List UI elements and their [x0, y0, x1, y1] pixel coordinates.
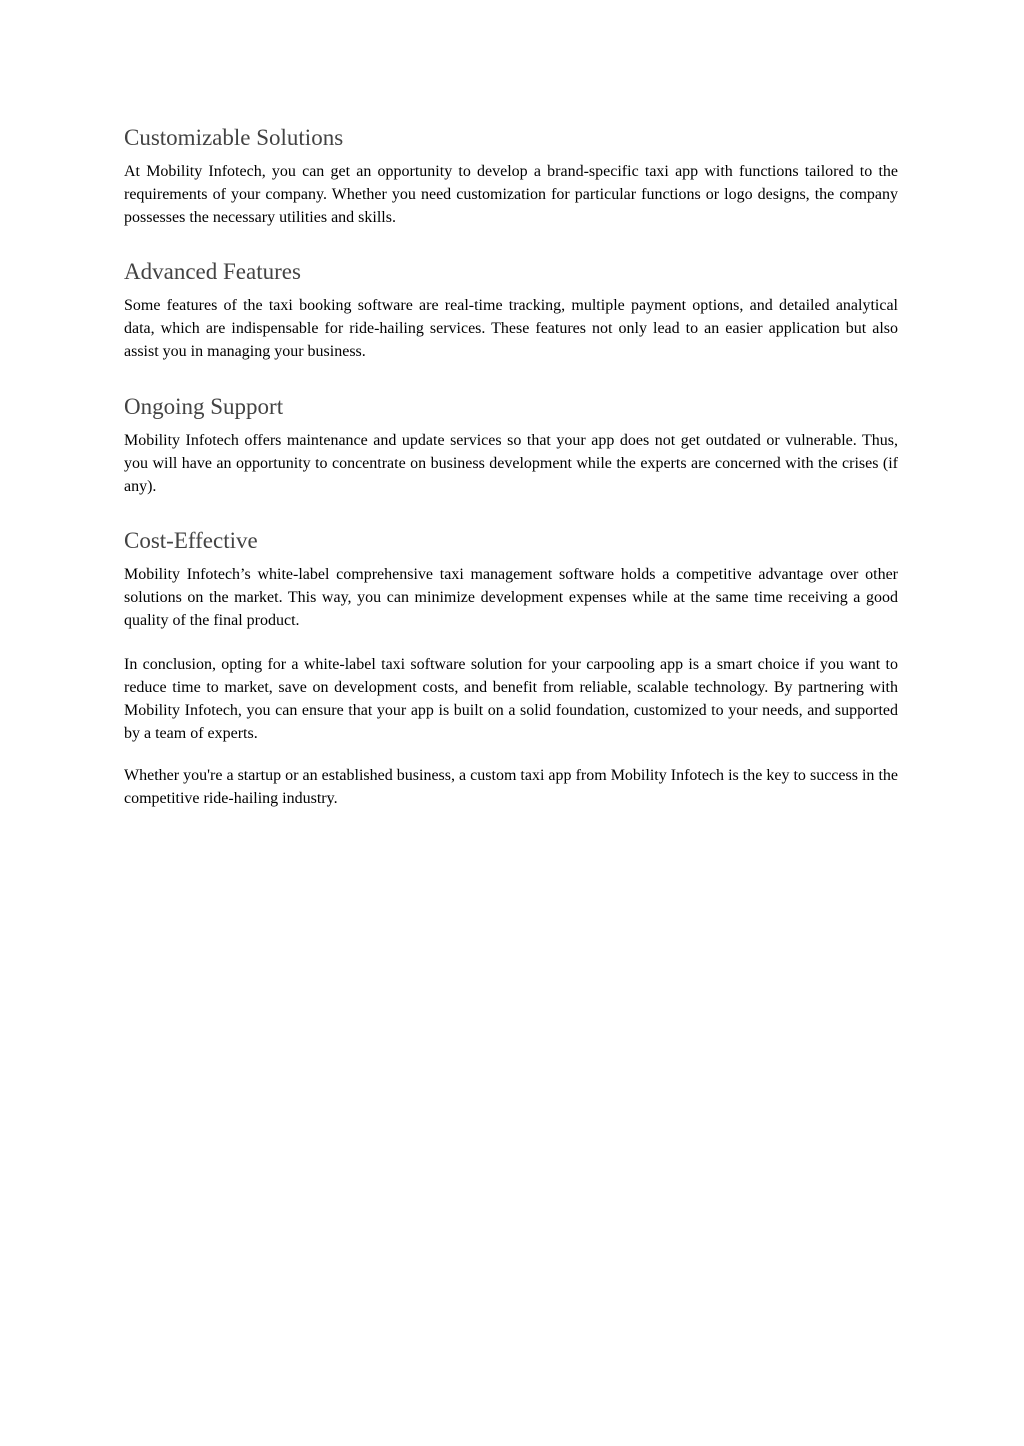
section-body: Mobility Infotech’s white-label comprehensive taxi management software holds a competitive advantage over other solutions on the market. This way, you can minimize development expenses while at the same time receiving a good quality of the final product.	[124, 566, 898, 629]
section-body: At Mobility Infotech, you can get an opportunity to develop a brand-specific taxi app with functions tailored to the requirements of your company. Whether you need customization for particular functions or logo designs, the company possesses the necessary utilities and skills.	[124, 163, 898, 226]
section-advanced-features	[124, 258, 898, 363]
section-heading: Ongoing Support	[124, 394, 284, 419]
section-body: Some features of the taxi booking software are real-time tracking, multiple payment options, and detailed analytical data, which are indispensable for ride-hailing services. These features not only lead to an easier application but also assist you in managing your business.	[124, 297, 898, 360]
section-body: Mobility Infotech offers maintenance and update services so that your app does not get outdated or vulnerable. Thus, you will have an opportunity to concentrate on business development while the experts are concerned with the crises (if any).	[124, 432, 898, 495]
section-customizable-solutions	[124, 124, 898, 229]
section-ongoing-support	[124, 393, 898, 498]
section-heading: Customizable Solutions	[124, 125, 344, 150]
section-heading: Advanced Features	[124, 259, 301, 284]
closing-paragraph: Whether you're a startup or an established business, a custom taxi app from Mobility Infotech is the key to success in the competitive ride-hailing industry.	[124, 767, 898, 807]
section-cost-effective	[124, 527, 898, 632]
conclusion-paragraph: In conclusion, opting for a white-label taxi software solution for your carpooling app is a smart choice if you want to reduce time to market, save on development costs, and benefit from reliable, scalable technology. By partnering with Mobility Infotech, you can ensure that your app is built on a solid foundation, customized to your needs, and supported by a team of experts.	[124, 656, 898, 742]
section-heading: Cost-Effective	[124, 528, 258, 553]
